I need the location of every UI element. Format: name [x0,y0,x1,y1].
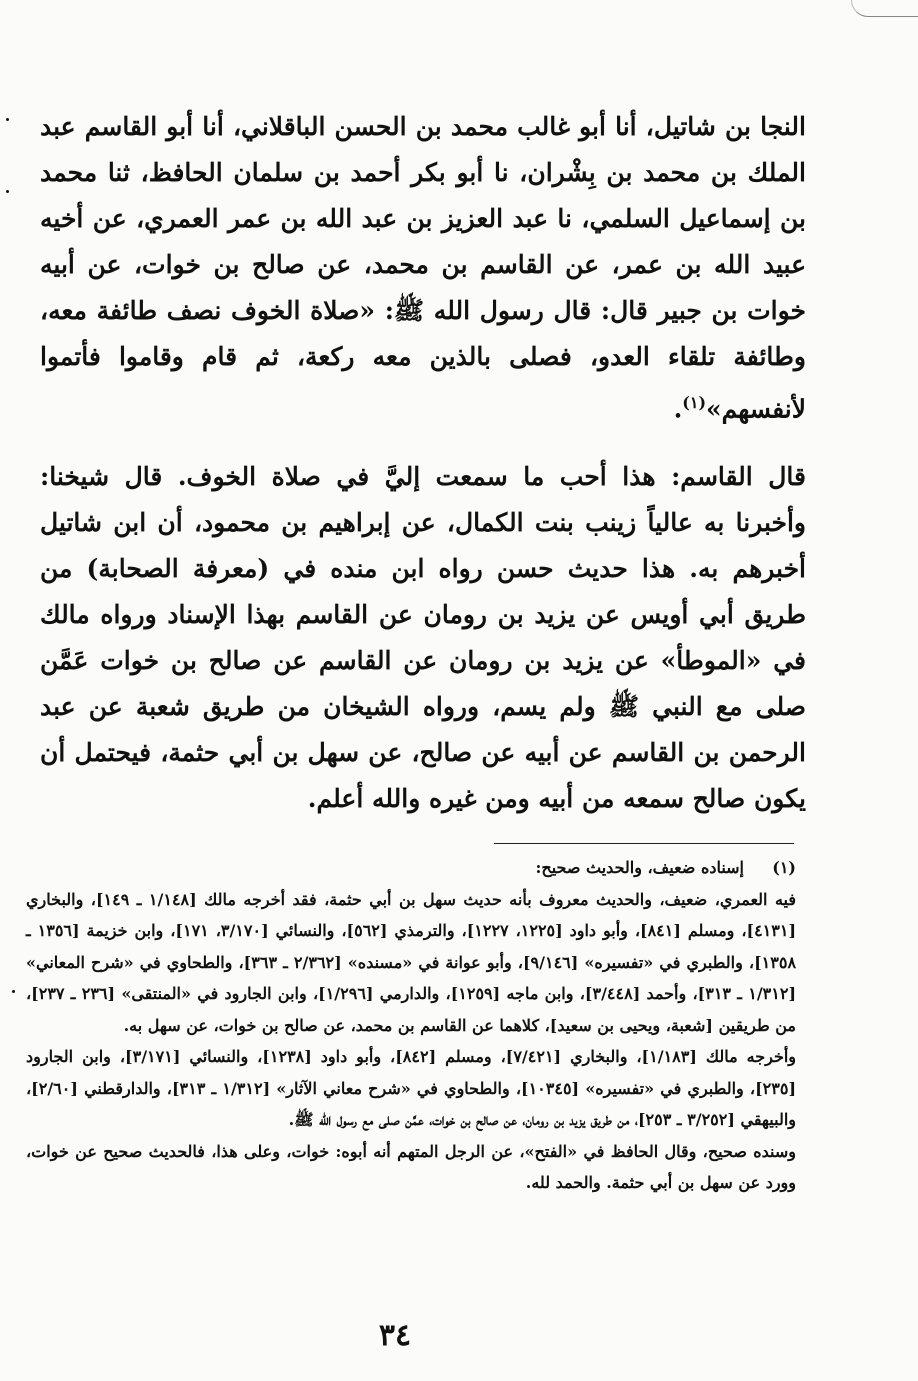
footnote-number: (١) [772,858,796,877]
footnote-paragraph-3: وسنده صحيح، وقال الحافظ في «الفتح»، عن الرجل المتهم أنه أبوه: خوات، وعلى هذا، فالحديث صحيح عن خوات، وورد عن سهل بن أبي حثمة. والحمد لله. [26,1141,796,1192]
paragraph-1-text: النجا بن شاتيل، أنا أبو غالب محمد بن الحسن الباقلاني، أنا أبو القاسم عبد الملك بن محمد بن بِشْران، نا أبو بكر أحمد بن سلمان الحافظ، ثنا محمد بن إسماعيل السلمي، نا عبد العزيز بن عبد الله بن عمر العمري، عن أخيه عبيد الله بن عمر، عن القاسم بن محمد، عن صالح بن خوات، عن أبيه خوات بن جبير قال: قال رسول الله ﷺ: «صلاة الخوف نصف طائفة معه، وطائفة تلقاء العدو، فصلى بالذين معه ركعة، ثم قام وقاموا فأتموا لأنفسهم» [40,112,806,424]
page-number: ٣٤ [378,1318,412,1353]
page-corner-fold [851,0,918,17]
footnote-first-line: إسناده ضعيف، والحديث صحيح: [535,858,744,877]
margin-dot [6,118,9,121]
footnote-1-head [26,852,796,884]
margin-dot [6,190,9,193]
footnote-paragraph-2: وأخرجه مالك [١/١٨٣]، والبخاري [٧/٤٢١]، ومسلم [٨٤٢]، وأبو داود [١٢٣٨]، والنسائي [٣/١٧١]، وابن الجارود [٢٣٥]، والطبري في «تفسيره» [١٠٣٤٥]، والطحاوي في «شرح معاني الآثار» [١/٣١٢ ـ ٣١٣]، والدارقطني [٢/٦٠]، والبيهقي [٣/٢٥٢ ـ ٢٥٣]، من طريق يزيد بن رومان، عن صالح بن خوات، عمَّن صلى مع رسول الله ﷺ. [26,1047,797,1129]
footnotes [26,852,796,1199]
main-paragraph-1 [40,104,806,432]
footnote-paragraph-1: فيه العمري، ضعيف، والحديث معروف بأنه حديث سهل بن أبي حثمة، فقد أخرجه مالك [١/١٤٨ ـ ١٤٩]، والبخاري [٤١٣١]، ومسلم [٨٤١]، وأبو داود [١٢٢٥، ١٢٢٧]، والترمذي [٥٦٢]، والنسائي [٣/١٧٠، ١٧١]، وابن خزيمة [١٣٥٦ ـ ١٣٥٨]، والطبري في «تفسيره» [٩/١٤٦]، وأبو عوانة في «مسنده» [٢/٣٦٢ ـ ٣٦٣]، والطحاوي في «شرح المعاني» [١/٣١٢ ـ ٣١٣]، وأحمد [٣/٤٤٨]، وابن ماجه [١٢٥٩]، والدارمي [١/٢٩٦]، وابن الجارود في «المنتقى» [٢٣٦ ـ ٢٣٧]، من طريقين [شعبة، ويحيى بن سعيد]، كلاهما عن القاسم بن محمد، عن صالح بن خوات، عن سهل به. [26,889,797,1035]
margin-dot [12,990,15,993]
footnote-marker: (١) [682,393,707,412]
main-paragraph-2: قال القاسم: هذا أحب ما سمعت إليَّ في صلاة الخوف. قال شيخنا: وأخبرنا به عالياً زينب بنت الكمال، عن إبراهيم بن محمود، أن ابن شاتيل أخبرهم به. هذا حديث حسن رواه ابن منده في (معرفة الصحابة) من طريق أبي أويس عن يزيد بن رومان عن القاسم بهذا الإسناد ورواه مالك في «الموطأ» عن يزيد بن رومان عن القاسم عن صالح بن خوات عَمَّن صلى مع النبي ﷺ ولم يسم، ورواه الشيخان من طريق شعبة عن عبد الرحمن بن القاسم عن أبيه عن صالح، عن سهل بن أبي حثمة، فيحتمل أن يكون صالح سمعه من أبيه ومن غيره والله أعلم. [40,462,806,814]
main-text [40,104,806,822]
footnote-separator [494,843,794,844]
paragraph-1-end: . [673,394,683,424]
